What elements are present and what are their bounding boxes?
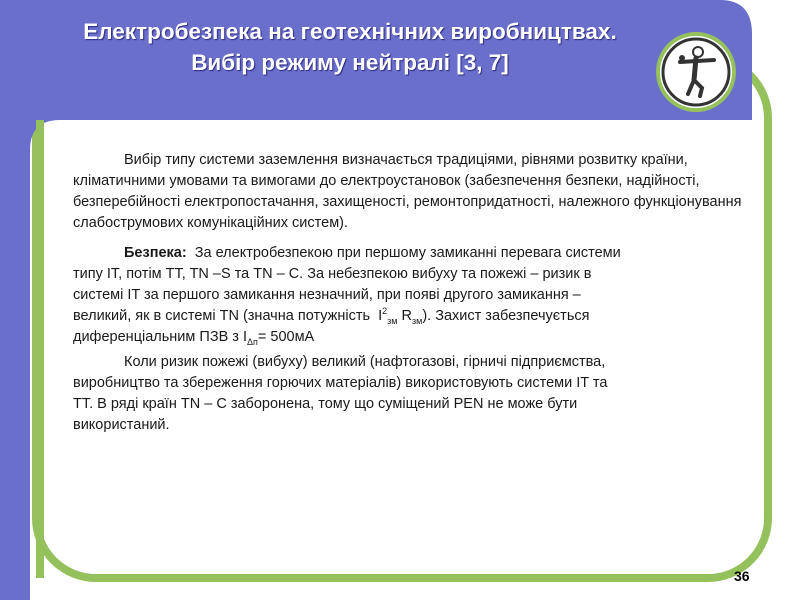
slide-body: [73, 150, 763, 436]
safety-line-1-text: За електробезпекою при першому замиканні перевага системи: [194, 245, 621, 261]
formula-subscript-2: зм: [411, 315, 423, 326]
page-number: 36: [734, 568, 750, 584]
title-line-2: Вибір режиму нейтралі [3, 7]: [191, 50, 509, 75]
formula-current: I: [378, 308, 383, 324]
safety-line-5-start: диференціальним ПЗВ з I: [73, 329, 247, 345]
paragraph-fire-risk: [73, 352, 763, 436]
safety-line-5-end: = 500мА: [257, 329, 315, 345]
formula-exponent: 2: [382, 306, 388, 317]
fire-line-1: Коли ризик пожежі (вибуху) великий (нафтогазові, гірничі підприємства,: [124, 354, 606, 370]
safety-line-2: типу IT, потім TT, TN –S та TN – C. За небезпекою вибуху та пожежі – ризик в: [73, 266, 592, 282]
title-line-1: Електробезпека на геотехнічних виробництвах.: [83, 19, 617, 44]
fire-line-2: виробництво та збереження горючих матеріалів) використовують системи IT та: [73, 375, 608, 391]
safety-line-3: системі IT за першого замикання незначний, при появі другого замикання –: [73, 287, 581, 303]
safety-line-4-end: ). Захист забезпечується: [422, 308, 590, 324]
page-title: [10, 16, 690, 78]
paragraph-safety: [73, 243, 763, 348]
formula-subscript-1: зм: [387, 315, 398, 326]
fire-line-3: TT. В ряді країн TN – C заборонена, тому що суміщений PEN не може бути: [73, 396, 578, 412]
safety-line-4: [73, 306, 763, 327]
safety-label: Безпека:: [124, 245, 187, 261]
safety-line-5: [73, 327, 763, 348]
frame-left-edge: [36, 120, 44, 578]
safety-line-4-start: великий, як в системі TN (значна потужність: [73, 308, 371, 324]
rcd-current-subscript: Δп: [247, 336, 258, 347]
paragraph-grounding-choice: Вибір типу системи заземлення визначається традиціями, рівнями розвитку країни, кліматичними умовами та вимогами до електроустановок (забезпечення безпеки, надійності, безперебійності електропостачання, захищеності, ремонтопридатності, належного функціонування слабострумових комунікаційних систем).: [73, 152, 742, 231]
fire-line-4: використаний.: [73, 417, 170, 433]
safety-line-1: [73, 243, 763, 264]
formula-resistance: R: [401, 308, 412, 324]
power-formula: [378, 308, 422, 324]
